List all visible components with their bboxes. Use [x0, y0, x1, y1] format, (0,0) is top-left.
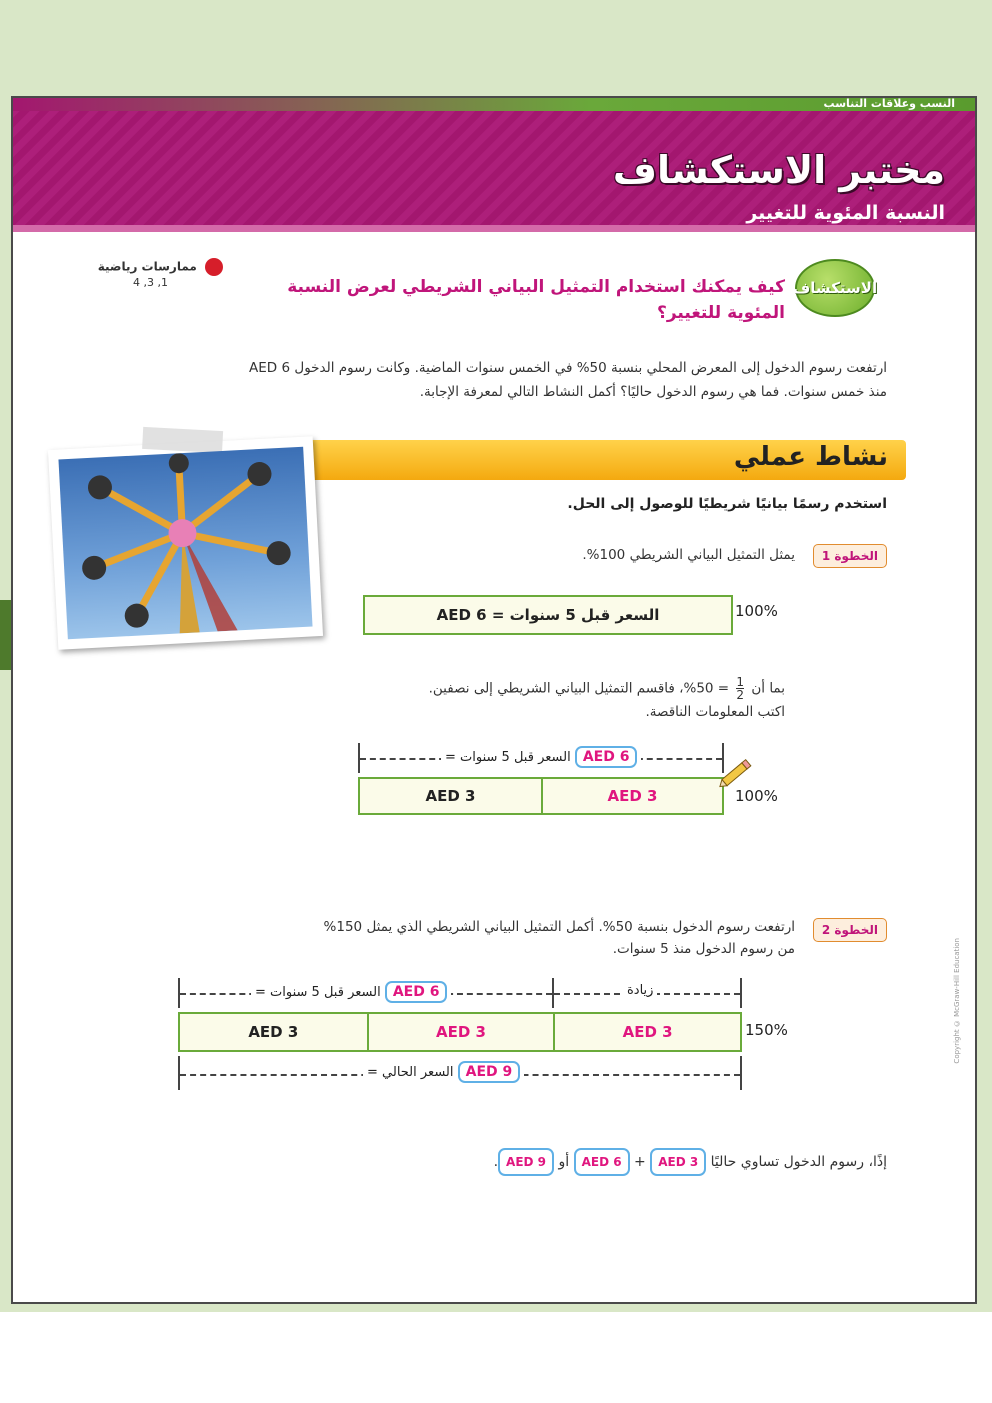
half-text-prefix: بما أن: [751, 680, 785, 697]
practice-numbers: 1, 3, 4: [133, 276, 168, 289]
hands-on-banner: [243, 440, 906, 480]
pct-100-label: 100%: [735, 602, 778, 620]
bottom-bracket-label-group: [363, 1061, 524, 1083]
activity-instruction: استخدم رسمًا بيانيًا شريطيًا للوصول إلى الحل.: [567, 496, 887, 512]
increase-label: زيادة: [623, 983, 657, 998]
bar-100-percent: [363, 595, 733, 635]
bar-halves: [358, 777, 724, 815]
chapter-strip: [13, 98, 975, 111]
top-answer-box: AED 6: [385, 981, 448, 1003]
ride-illustration: [58, 447, 312, 640]
conclusion-answer-2: AED 6: [574, 1148, 630, 1176]
chapter-title: النسب وعلاقات التناسب: [823, 97, 955, 110]
copyright-credit: Copyright © McGraw-Hill Education: [953, 938, 961, 1064]
bar-segment: AED 3: [425, 787, 476, 805]
step-1-text: يمثل التمثيل البياني الشريطي 100%.: [582, 547, 795, 563]
step-1-tag: الخطوة 1: [813, 544, 887, 568]
step-2-text: [235, 916, 795, 960]
top-bracket-label: السعر قبل 5 سنوات =: [255, 985, 381, 1000]
bracket-label: السعر قبل 5 سنوات =: [445, 750, 571, 765]
fraction-one-half: [736, 676, 744, 701]
bar-segment: AED 3: [248, 1023, 299, 1041]
page-subtitle: النسبة المئوية للتغيير: [746, 202, 945, 224]
conclusion-sentence: [187, 1148, 887, 1176]
conclusion-answer-3: AED 9: [498, 1148, 554, 1176]
tape-decoration: [142, 427, 223, 453]
top-bracket-label-group: [251, 981, 451, 1003]
textbook-page: [11, 96, 977, 1304]
bar-segment-answer: AED 3: [553, 1014, 740, 1050]
bottom-bracket-label: السعر الحالي =: [367, 1065, 454, 1080]
or-word: أو: [558, 1154, 570, 1170]
half-text-suffix: = 50%، فاقسم التمثيل البياني الشريطي إلى نصفين.: [428, 680, 730, 697]
step-2-tag: الخطوة 2: [813, 918, 887, 942]
practice-icon: [205, 258, 223, 276]
conclusion-end: .: [493, 1154, 499, 1170]
carnival-ride-photo: [48, 436, 323, 650]
header-divider: [13, 225, 975, 232]
plus-sign: +: [634, 1154, 646, 1170]
missing-info-text: اكتب المعلومات الناقصة.: [645, 704, 785, 720]
math-practices: [73, 258, 223, 289]
explore-badge: الاستكشاف: [795, 259, 875, 317]
pct-150-label: 150%: [745, 1021, 788, 1039]
bottom-answer-box: AED 9: [458, 1061, 521, 1083]
fraction-numerator: 1: [736, 675, 745, 689]
step-2-text-line1: ارتفعت رسوم الدخول بنسبة 50%. أكمل التمثيل البياني الشريطي الذي يمثل 150%: [323, 919, 795, 935]
step-1-half-text: [365, 676, 785, 723]
page-title: مختبر الاستكشاف: [612, 148, 945, 192]
practice-label: ممارسات رياضية: [97, 259, 197, 274]
bracket-label-group: [441, 746, 641, 768]
bar-100-label: السعر قبل 5 سنوات = AED 6: [436, 606, 660, 624]
hands-on-title: نشاط عملي: [733, 442, 888, 472]
bar-segment-answer: AED 3: [367, 1014, 554, 1050]
bar-segment-answer: AED 3: [541, 779, 722, 813]
photo-image: [58, 447, 312, 640]
step-2-text-line2: من رسوم الدخول منذ 5 سنوات.: [612, 941, 795, 957]
pct-100-label-2: 100%: [735, 787, 778, 805]
side-tab: [0, 600, 11, 670]
conclusion-prefix: إذًا، رسوم الدخول تساوي حاليًا: [710, 1154, 887, 1170]
bottom-bracket-right-edge: [740, 1056, 742, 1090]
top-bracket-right-edge: [740, 978, 742, 1008]
essential-question: كيف يمكنك استخدام التمثيل البياني الشريطي لعرض النسبة المئوية للتغيير؟: [287, 277, 785, 323]
bar-150-percent: [178, 1012, 742, 1052]
intro-paragraph: ارتفعت رسوم الدخول إلى المعرض المحلي بنسبة 50% في الخمس سنوات الماضية. وكانت رسوم الدخول AED 6 منذ خمس سنوات. فما هي رسوم الدخول حاليًا؟ أكمل النشاط التالي لمعرفة الإجابة.: [249, 360, 887, 400]
lesson-header: [13, 98, 975, 232]
pencil-icon: [715, 752, 757, 794]
bottom-bracket-left-edge: [178, 1056, 180, 1090]
fraction-denominator: 2: [736, 688, 745, 702]
answer-box: AED 6: [575, 746, 638, 768]
conclusion-answer-1: AED 3: [650, 1148, 706, 1176]
